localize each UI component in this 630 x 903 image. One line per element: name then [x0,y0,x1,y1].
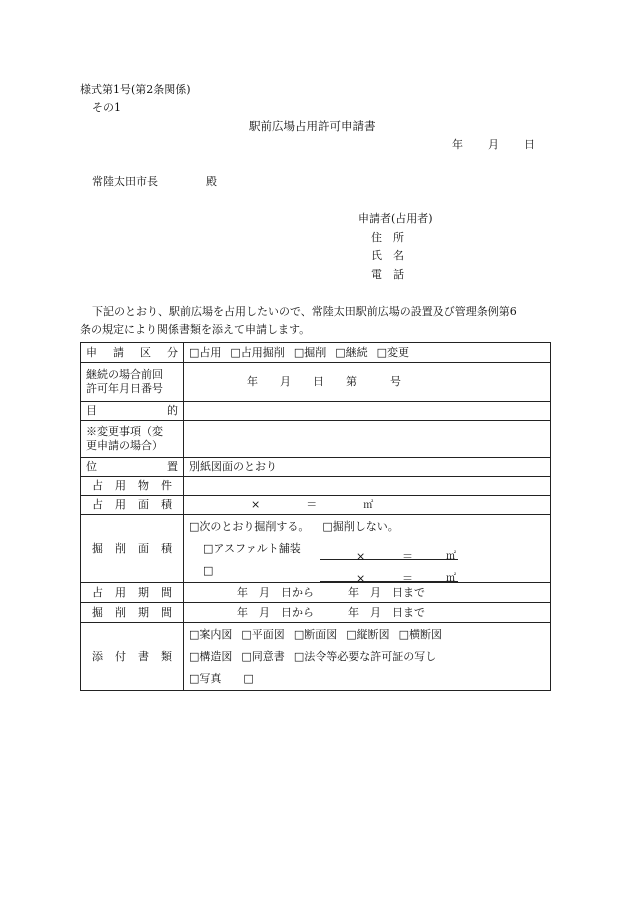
row-excavation-area [81,515,551,583]
item-field[interactable] [184,477,551,496]
date-month: 月 [488,138,499,151]
checkbox-plan-view[interactable]: □平面図 [241,627,285,641]
checkbox-excavate-no[interactable]: □掘削しない。 [322,519,399,533]
checkbox-other-pavement[interactable]: □ [203,563,214,577]
document-title: 駅前広場占用許可申請書 [249,119,376,133]
occupy-period-field[interactable]: 年 月 日から 年 月 日まで [184,583,551,603]
row-change-items [81,421,551,458]
asphalt-area-input[interactable]: × ＝ ㎡ [320,546,458,560]
applicant-heading: 申請者(占用者) [358,212,433,225]
label-excavation-period: 掘 削 期 間 [92,605,172,619]
row-area [81,496,551,515]
checkbox-section-view[interactable]: □断面図 [293,627,338,641]
statement-line-1: 下記のとおり、駅前広場を占用したいので、常陸太田駅前広場の設置及び管理条例第6 [92,305,517,318]
row-item [81,477,551,496]
checkbox-guide-map[interactable]: □案内図 [189,627,233,641]
attachments-field [184,623,551,691]
checkbox-excavate-yes[interactable]: □次のとおり掘削する。 [189,519,310,533]
row-purpose [81,402,551,421]
statement-line-2: 条の規定により関係書類を添えて申請します。 [80,323,311,336]
checkbox-occupy[interactable]: □占用 [189,345,222,359]
label-excavation-area: 掘 削 面 積 [92,541,172,555]
checkbox-consent-form[interactable]: □同意書 [241,649,285,663]
checkbox-excavate[interactable]: □掘削 [293,345,327,359]
change-items-field[interactable] [184,421,551,458]
row-attachments [81,623,551,691]
checkbox-other-attachment[interactable]: □ [243,671,254,685]
addressee-honorific: 殿 [206,175,217,188]
label-attachments: 添 付 書 類 [92,649,172,663]
other-area-input[interactable]: × ＝ ㎡ [320,568,458,582]
date-day: 日 [524,138,535,151]
label-item: 占 用 物 件 [92,479,172,492]
label-application-type: 申 請 区 分 [86,345,178,359]
checkbox-occupy-excavate[interactable]: □占用掘削 [230,345,285,359]
label-occupy-period: 占 用 期 間 [92,585,172,599]
row-prev-permit [81,363,551,402]
row-occupy-period [81,583,551,603]
label-change-items: ※変更事項（変 更申請の場合） [81,421,184,458]
location-value[interactable]: 別紙図面のとおり [184,458,551,477]
form-number: 様式第1号(第2条関係) [80,83,191,96]
application-table [80,342,551,691]
purpose-field[interactable] [184,402,551,421]
checkbox-photo[interactable]: □写真 [189,671,222,685]
label-prev-permit: 継続の場合前回 許可年月日番号 [81,363,184,402]
applicant-address-label: 住 所 [371,231,404,244]
row-location [81,458,551,477]
date-year: 年 [452,138,463,151]
prev-permit-field[interactable]: 年 月 日 第 号 [184,363,551,402]
label-purpose: 目 的 [86,404,178,417]
row-application-type [81,343,551,363]
checkbox-change[interactable]: □変更 [376,345,410,359]
checkbox-permit-copy[interactable]: □法令等必要な許可証の写し [293,649,437,663]
addressee-name: 常陸太田市長 [92,175,158,188]
checkbox-continue[interactable]: □継続 [335,345,368,359]
applicant-name-label: 氏 名 [371,249,404,262]
excavation-area-field [184,515,551,583]
area-field[interactable]: × ＝ ㎡ [184,496,551,515]
checkbox-asphalt[interactable]: □アスファルト舗装 [203,541,301,555]
row-excavation-period [81,603,551,623]
checkbox-cross-section-view[interactable]: □横断図 [398,627,443,641]
form-sub-number: その1 [92,101,121,114]
label-area: 占 用 面 積 [92,498,172,511]
checkbox-longitudinal-view[interactable]: □縦断図 [346,627,390,641]
excavation-period-field[interactable]: 年 月 日から 年 月 日まで [184,603,551,623]
checkbox-structure-drawing[interactable]: □構造図 [189,649,233,663]
label-location: 位 置 [86,460,178,473]
applicant-phone-label: 電 話 [371,268,404,281]
